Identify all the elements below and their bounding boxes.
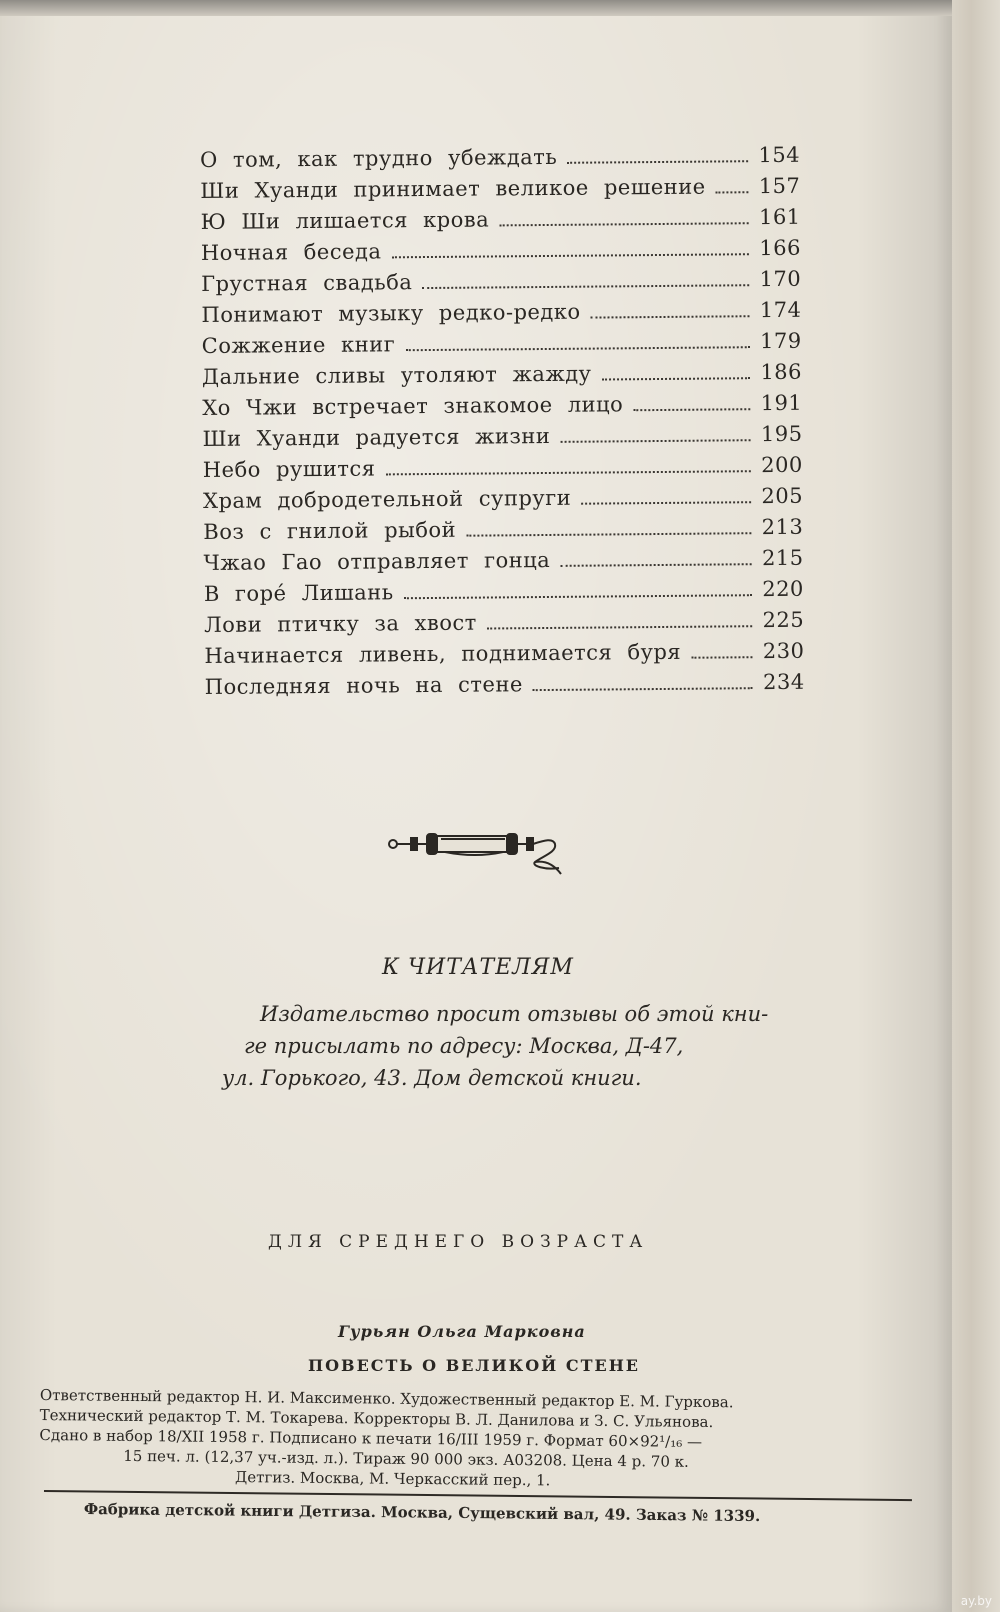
notice-line: ге присылать по адресу: Москва, Д-47, [244, 1034, 684, 1058]
toc-entry-title: Ночная беседа [200, 239, 382, 265]
toc-entry-title: Ши Хуанди радуется жизни [202, 423, 551, 451]
toc-entry-title: Воз с гнилой рыбой [203, 517, 457, 544]
toc-entry-page: 213 [761, 514, 804, 540]
audience-label: ДЛЯ СРЕДНЕГО ВОЗРАСТА [268, 1232, 649, 1252]
toc-entry-page: 161 [758, 204, 801, 230]
next-page-edge [952, 0, 1000, 1612]
toc-entry-title: Лови птичку за хвост [204, 610, 477, 637]
toc-leader-dots [533, 687, 753, 691]
toc-leader-dots [691, 656, 752, 659]
imprint-line: Ответственный редактор Н. И. Максименко. Художественный редактор Е. М. Гуркова. [39, 1386, 734, 1412]
toc-entry-page: 225 [762, 607, 805, 633]
toc-leader-dots [633, 408, 750, 411]
toc-entry-page: 154 [758, 142, 801, 168]
toc-entry-title: Храм добродетельной супруги [202, 485, 572, 513]
toc-leader-dots [581, 501, 751, 504]
toc-entry-page: 195 [760, 421, 803, 447]
toc-entry-page: 174 [759, 297, 802, 323]
notice-line: ул. Горького, 43. Дом детской книги. [222, 1066, 642, 1090]
toc-entry-title: В горе́ Лишань [203, 580, 394, 606]
notice-title: К ЧИТАТЕЛЯМ [382, 955, 574, 980]
book-title: ПОВЕСТЬ О ВЕЛИКОЙ СТЕНЕ [308, 1356, 640, 1375]
imprint-line: Сдано в набор 18/XII 1958 г. Подписано к печати 16/III 1959 г. Формат 60×92¹/₁₆ — [39, 1425, 703, 1451]
author-name: Гурьян Ольга Марковна [338, 1322, 586, 1341]
notice-body [222, 998, 769, 1094]
table-of-contents [200, 143, 805, 706]
toc-entry-title: Последняя ночь на стене [204, 672, 523, 699]
toc-leader-dots [386, 470, 751, 475]
toc-entry-title: Чжао Гао отправляет гонца [203, 547, 551, 575]
imprint-line: 15 печ. л. (12,37 уч.-изд. л.). Тираж 90 000 экз. А03208. Цена 4 р. 70 к. [123, 1446, 689, 1471]
toc-leader-dots [602, 377, 751, 380]
toc-leader-dots [422, 284, 749, 289]
notice-line: Издательство просит отзывы об этой кни- [260, 1002, 769, 1026]
toc-leader-dots [466, 532, 751, 536]
toc-leader-dots [405, 346, 750, 351]
toc-entry-page: 186 [760, 359, 803, 385]
toc-entry-page: 166 [759, 235, 801, 261]
printer-line: Фабрика детской книги Детгиза. Москва, Сущевский вал, 49. Заказ № 1339. [83, 1500, 761, 1526]
toc-leader-dots [487, 625, 752, 629]
imprint-block [39, 1385, 920, 1494]
toc-leader-dots [560, 439, 750, 443]
toc-entry-title: Ю Ши лишается крова [200, 207, 490, 234]
toc-entry-page: 205 [761, 483, 804, 509]
toc-leader-dots [499, 222, 748, 226]
toc-leader-dots [391, 253, 749, 258]
imprint-line: Технический редактор Т. М. Токарева. Корректоры В. Л. Данилова и З. С. Ульянова. [39, 1405, 714, 1432]
toc-entry-page: 234 [762, 669, 805, 695]
toc-entry-page: 215 [761, 545, 804, 571]
imprint-line: Детгиз. Москва, М. Черкасский пер., 1. [234, 1468, 551, 1490]
toc-entry-title: Грустная свадьба [201, 270, 413, 296]
toc-entry-title: Хо Чжи встречает знакомое лицо [202, 392, 624, 420]
toc-entry-title: Небо рушится [202, 456, 376, 482]
toc-entry-page: 220 [762, 576, 804, 602]
toc-entry-title: Дальние сливы утоляют жажду [201, 361, 592, 389]
toc-leader-dots [716, 191, 749, 193]
toc-leader-dots [560, 563, 751, 567]
toc-entry-title: Сожжение книг [201, 332, 396, 358]
toc-entry-title: Понимают музыку редко-редко [201, 299, 581, 327]
toc-entry-page: 230 [762, 638, 805, 664]
toc-entry-title: О том, как трудно убеждать [200, 144, 558, 172]
scroll-ornament-icon [385, 822, 575, 882]
toc-entry-title: Начинается ливень, поднимается буря [204, 639, 682, 668]
toc-entry-page: 157 [758, 173, 801, 199]
toc-entry-page: 179 [760, 328, 802, 354]
toc-leader-dots [567, 160, 748, 164]
toc-entry-title: Ши Хуанди принимает великое решение [200, 174, 706, 203]
toc-entry-page: 191 [760, 390, 803, 416]
toc-entry [205, 670, 805, 706]
toc-leader-dots [404, 594, 752, 599]
toc-entry-page: 200 [761, 452, 803, 478]
top-shadow-strip [0, 0, 952, 16]
watermark: ay.by [960, 1594, 992, 1608]
toc-leader-dots [591, 315, 750, 318]
toc-entry-page: 170 [759, 266, 802, 292]
